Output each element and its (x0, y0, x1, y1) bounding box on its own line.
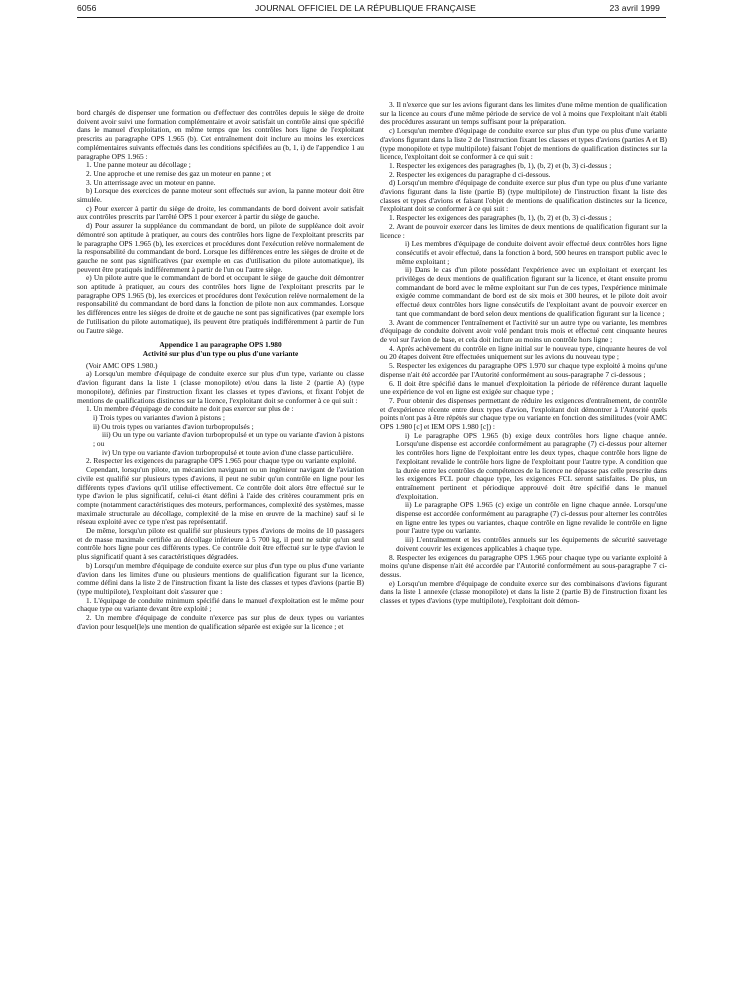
paragraph: Cependant, lorsqu'un pilote, un mécanicien naviguant ou un ingénieur navigant de l'aviation civile est qualifié sur plusieurs types d'avions, il peut ne subir qu'un contrôle en ligne pour les différents types d'avions qu'il utilise effectivement. Ce contrôle doit alors être effectué sur le type d'avion le plus significatif, celui-ci étant défini à l'aide des critères couramment pris en compte (notamment caractéristiques des moteurs, performances, complexité des systèmes, masse maximale structurale au décollage, complexité de la mise en œuvre de la machine) sauf si le réseau exploité avec ce type n'est pas représentatif. (77, 465, 364, 527)
paragraph: iii) L'entraînement et les contrôles annuels sur les équipements de sécurité sauvetage doivent couvrir les exigences applicables à chaque type. (396, 535, 667, 553)
paragraph: iv) Un type ou variante d'avion turbopropulsé et toute avion d'une classe particulière. (102, 447, 354, 457)
paragraph: 7. Pour obtenir des dispenses permettant de réduire les exigences d'entraînement, de contrôle et d'expérience récente entre deux types d'avion, l'exploitant doit démontrer à l'Autorité quels points n'ont pas à être répétés sur chaque type ou variante en fonction des similitudes (voir AMC OPS 1.980 [c] et IEM OPS 1.980 [c]) : (380, 395, 667, 432)
paragraph: bord chargés de dispenser une formation ou d'effectuer des contrôles depuis le siège de droite doivent avoir suivi une formation complémentaire et avoir satisfait un contrôle ainsi que spécifié dans le manuel d'exploitation, en même temps que les contrôles hors ligne de l'exploitant prescrits au paragraphe OPS 1.965 (b). Cet entraînement doit inclure au moins les exercices complémentaires suivants effectués dans les conditions spécifiées au (b, 1, i) de l'appendice 1 au paragraphe OPS 1.965 : (77, 108, 364, 161)
paragraph: i) Trois types ou variantes d'avion à pistons ; (93, 412, 225, 422)
paragraph: 1. L'équipage de conduite minimum spécifié dans le manuel d'exploitation est le même pour chaque type ou variante devant être exploité ; (77, 595, 364, 614)
paragraph: (Voir AMC OPS 1.980.) (86, 360, 158, 370)
paragraph: e) Un pilote autre que le commandant de bord et occupant le siège de gauche doit démontrer son aptitude à pratiquer, au cours des contrôles hors ligne de l'exploitant prescrits par le paragraphe OPS 1.965 (b), les exercices et procédures dont l'exécution relève normalement de la responsabilité du commandant de bord dans la fonction de pilote non aux commandes. Lorsque les différences entre les sièges de droite et de gauche ne sont pas significatives (par exemple lors de l'utilisation du pilote automatique), ils peuvent être pratiqués indifféremment à partir de l'un ou l'autre siège. (77, 273, 364, 335)
paragraph: d) Lorsqu'un membre d'équipage de conduite exerce sur plus d'un type ou plus d'une variante d'avions figurant dans la liste (partie B) (type multipilote) de l'instruction fixant la liste des classes et types d'avions et faisant l'objet de mentions de qualification distinctes sur la licence, l'exploitant doit se conformer à ce qui suit : (380, 178, 667, 214)
left-column (77, 109, 364, 631)
paragraph: 2. Un membre d'équipage de conduite n'exerce pas sur plus de deux types ou variantes d'avion pour lesquel(le)s une mention de qualification séparée est exigée sur la licence ; et (77, 613, 364, 631)
paragraph: iii) Ou un type ou variante d'avion turbopropulsé et un type ou variante d'avion à pistons ; ou (93, 430, 364, 449)
paragraph: b) Lorsqu'un membre d'équipage de conduite exerce sur plus d'un type ou plus d'une variante d'avion dans les limites d'une ou plusieurs mentions de qualification figurant sur la licence, comme défini dans la liste 2 de l'instruction fixant la liste des classes et types d'avions (partie B) (type multipilote), l'exploitant doit s'assurer que : (77, 560, 364, 596)
paragraph: d) Pour assurer la suppléance du commandant de bord, un pilote de suppléance doit avoir démontré son aptitude à pratiquer, au cours des contrôles hors ligne de l'exploitant prescrits par le paragraphe OPS 1.965 (b), les exercices et procédures dont l'exécution relève normalement de la responsabilité du commandant de bord. Lorsque les différences entre les sièges de droite et de gauche ne sont pas significatives (par exemple en cas d'utilisation du pilote automatique), ils peuvent être pratiqués indifféremment à partir de l'un ou l'autre siège. (77, 221, 364, 274)
section-heading: Appendice 1 au paragraphe OPS 1.980 (159, 340, 282, 350)
paragraph: 1. Un membre d'équipage de conduite ne doit pas exercer sur plus de : (86, 404, 294, 414)
paragraph: 2. Une approche et une remise des gaz un moteur en panne ; et (86, 168, 272, 178)
paragraph: 3. Il n'exerce que sur les avions figurant dans les limites d'une même mention de qualification sur la licence au cours d'une même période de service de vol à moins que l'exploitant n'ait établi des procédures assurant un temps suffisant pour la préparation. (380, 100, 667, 127)
paragraph: c) Pour exercer à partir du siège de droite, les commandants de bord doivent avoir satisfait aux contrôles prescrits par l'arrêté OPS 1 pour exercer à partir du siège de gauche. (77, 203, 364, 222)
paragraph: 2. Avant de pouvoir exercer dans les limites de deux mentions de qualification figurant sur la licence : (380, 221, 667, 240)
paragraph: i) Les membres d'équipage de conduite doivent avoir effectué deux contrôles hors ligne consécutifs et avoir effectué, dans la fonction à bord, 500 heures en transport public avec le même exploitant ; (396, 239, 667, 266)
paragraph: b) Lorsque des exercices de panne moteur sont effectués sur avion, la panne moteur doit être simulée. (77, 186, 364, 205)
paragraph: e) Lorsqu'un membre d'équipage de conduite exerce sur des combinaisons d'avions figurant dans la liste 1 annexée (classe monopilote) et dans la liste 2 (partie B) de l'instruction fixant les classes et types d'avions (type multipilote), l'exploitant doit démon- (380, 578, 667, 606)
page-number: 6056 (77, 3, 97, 13)
paragraph: c) Lorsqu'un membre d'équipage de conduite exerce sur plus d'un type ou plus d'une variante d'avions figurant dans la liste 2 de l'instruction fixant les classes et types d'avions (parties A et B) (type monopilote et type multipilote) faisant l'objet de mentions de qualification distinctes sur la licence, l'exploitant doit se conformer à ce qui suit : (380, 126, 667, 162)
right-column (380, 101, 667, 606)
publication-date: 23 avril 1999 (609, 3, 660, 13)
paragraph: 3. Un atterrissage avec un moteur en panne. (86, 177, 216, 187)
header-rule (77, 17, 666, 18)
paragraph: 8. Respecter les exigences du paragraphe OPS 1.965 pour chaque type ou variante exploité à moins qu'une dispense n'ait été accordée par l'Autorité conformément au sous-paragraphe 7 ci-dessus. (380, 552, 667, 579)
paragraph: 2. Respecter les exigences du paragraphe OPS 1.965 pour chaque type ou variante exploité. (86, 456, 357, 466)
paragraph: ii) Dans le cas d'un pilote possédant l'expérience avec un exploitant et exerçant les privilèges de deux mentions de qualification figurant sur la licence, et étant ensuite promu commandant de bord avec le même exploitant sur l'un de ces types, l'expérience minimale exigée comme commandant de bord est de six mois et 300 heures, et le pilote doit avoir effectué deux contrôles hors ligne consécutifs de l'exploitant avant de pouvoir exercer en tant que commandant de bord selon deux mentions de qualification figurant sur la licence ; (396, 265, 667, 318)
section-heading: Activité sur plus d'un type ou plus d'une variante (142, 348, 299, 358)
paragraph: 2. Respecter les exigences du paragraphe d ci-dessous. (389, 169, 551, 179)
paragraph: ii) Le paragraphe OPS 1.965 (c) exige un contrôle en ligne chaque année. Lorsqu'une dispense est accordée conformément au paragraphe (7) ci-dessus pour alterner les contrôles en ligne entre les types ou variantes, chaque contrôle en ligne revalide le contrôle en ligne pour l'autre type ou variante. (396, 500, 667, 536)
paragraph: i) Le paragraphe OPS 1.965 (b) exige deux contrôles hors ligne chaque année. Lorsqu'une dispense est accordée conformément au paragraphe (7) ci-dessus pour alterner les contrôles hors ligne de l'exploitant entre les deux types, chaque contrôle hors ligne de l'exploitant revalide le contrôle hors ligne de l'exploitant pour l'autre type. A condition que la durée entre les contrôles de compétences de la licence ne dépasse pas celle prescrite dans les exigences FCL pour chaque type, les exigences FCL seront satisfaites. De plus, un entraînement pertinent et périodique approuvé doit être spécifié dans le manuel d'exploitation. (396, 430, 667, 501)
paragraph: 1. Respecter les exigences des paragraphes (b, 1), (b, 2) et (b, 3) ci-dessus ; (389, 213, 612, 223)
paragraph: ii) Ou trois types ou variantes d'avion turbopropulsés ; (93, 421, 254, 431)
paragraph: 6. Il doit être spécifié dans le manuel d'exploitation la période de référence durant laquelle une expérience de vol en ligne est exigée sur chaque type ; (380, 378, 667, 397)
paragraph: a) Lorsqu'un membre d'équipage de conduite exerce sur plus d'un type, variante ou classe d'avion figurant dans la liste 1 (classe monopilote) et/ou dans la liste 2 (partie A) (type monopilote), définies par l'instruction fixant les classes et types d'avions, et fixant l'objet de mentions de qualifications distinctes sur la licence, l'exploitant doit se conformer à ce qui suit : (77, 369, 364, 405)
paragraph: 4. Après achèvement du contrôle en ligne initial sur le nouveau type, cinquante heures de vol ou 20 étapes doivent être effectuées uniquement sur les avions du nouveau type ; (380, 343, 667, 362)
paragraph: 3. Avant de commencer l'entraînement et l'activité sur un autre type ou variante, les membres d'équipage de conduite doivent avoir volé pendant trois mois et effectué cent cinquante heures de vol sur l'avion de base, et cela doit inclure au moins un contrôle hors ligne ; (380, 317, 667, 344)
journal-title: JOURNAL OFFICIEL DE LA RÉPUBLIQUE FRANÇAISE (255, 3, 476, 13)
paragraph: 1. Une panne moteur au décollage ; (86, 160, 191, 170)
paragraph: 5. Respecter les exigences du paragraphe OPS 1.970 sur chaque type exploité à moins qu'une dispense n'ait été accordée par l'Autorité conformément au sous-paragraphe 7 ci-dessous ; (380, 361, 667, 379)
page-header (0, 3, 731, 17)
paragraph: De même, lorsqu'un pilote est qualifié sur plusieurs types d'avions de moins de 10 passagers et de masse maximale certifiée au décollage inférieure à 5 700 kg, il peut ne subir qu'un seul contrôle hors ligne pour ces différents types. Ce contrôle doit être effectué sur le type d'avion le plus significatif quant à ses caractéristiques dégradées. (77, 526, 364, 562)
paragraph: 1. Respecter les exigences des paragraghes (b, 1), (b, 2) et (b, 3) ci-dessus ; (389, 160, 612, 170)
